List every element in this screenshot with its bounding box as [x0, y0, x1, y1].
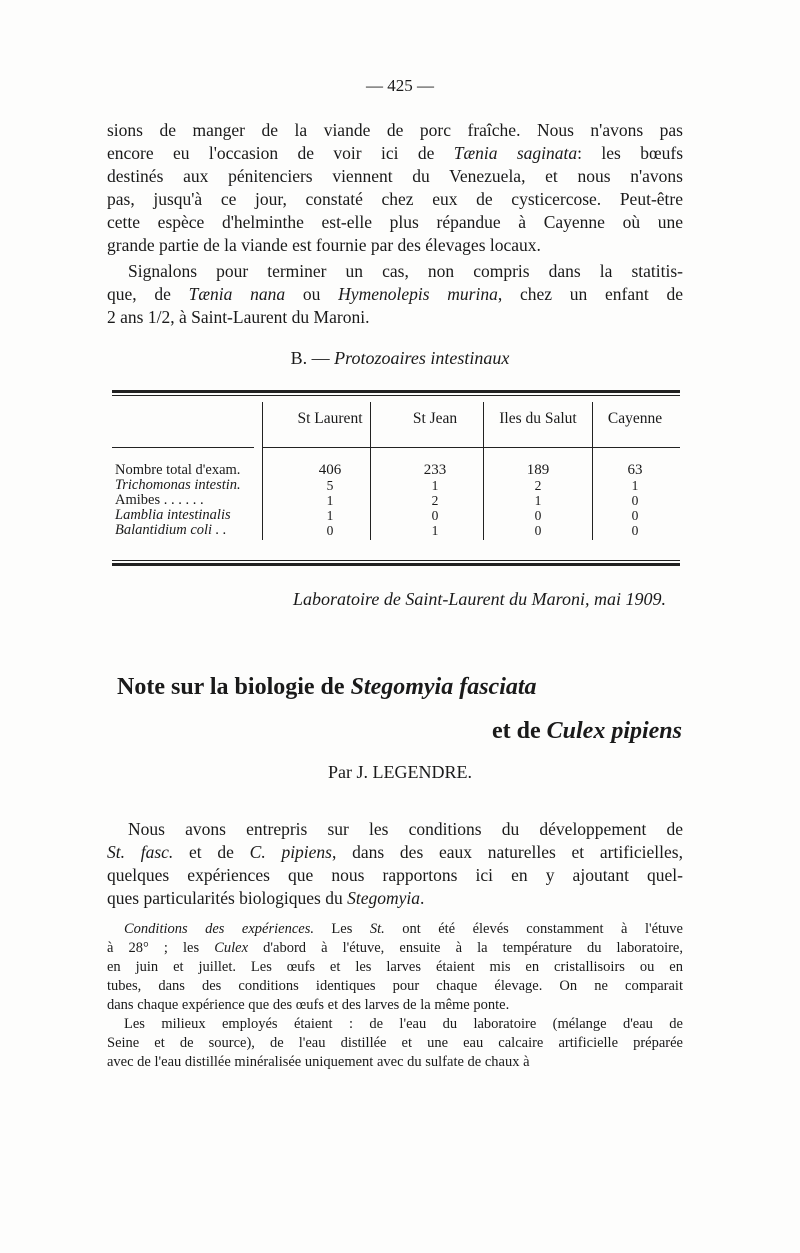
text: tubes, dans des conditions identiques pour chaque élevage. On ne comparait — [107, 978, 683, 994]
text: ou — [285, 284, 339, 304]
row-label: Balantidium coli . . — [115, 522, 227, 538]
text: encore eu l'occasion de voir ici de — [107, 143, 454, 163]
table-cell: 0 — [326, 523, 334, 538]
table-cell: 0 — [631, 508, 639, 523]
row-label: Trichomonas intestin. — [115, 477, 241, 493]
text: Nous avons entrepris sur les conditions du développement de — [128, 819, 683, 839]
text: à 28° ; les — [107, 940, 215, 956]
page-number: — 425 — — [366, 76, 434, 95]
column-header: Iles du Salut — [499, 410, 577, 427]
table-top-rule — [112, 390, 680, 393]
text: d'abord à l'étuve, ensuite à la température du laboratoire, — [248, 940, 683, 956]
text-line — [107, 1034, 683, 1052]
table-cell: 1 — [326, 508, 334, 523]
text-line — [107, 119, 683, 141]
italic-text: Stegomyia — [347, 888, 420, 908]
article-title-line2 — [492, 718, 682, 745]
column-header: Cayenne — [607, 410, 663, 427]
text: Les milieux employés étaient : de l'eau du laboratoire (mélange d'eau de — [124, 1016, 683, 1032]
table-cell: 0 — [631, 523, 639, 538]
text: ques particularités biologiques du — [107, 888, 348, 908]
table-cell: 1 — [534, 493, 542, 508]
text: dans chaque expérience que des œufs et des larves de la même ponte. — [107, 997, 510, 1013]
text-line — [107, 939, 683, 957]
text: sions de manger de la viande de porc fraîche. Nous n'avons pas — [107, 120, 683, 140]
text: avec de l'eau distillée minéralisée uniquement avec du sulfate de chaux à — [107, 1054, 530, 1070]
table-cell: 0 — [431, 508, 439, 523]
table-cell: 0 — [631, 493, 639, 508]
italic-text: Tænia nana — [188, 284, 286, 304]
section-title: Protozoaires intestinaux — [334, 348, 510, 368]
text: 2 ans 1/2, à Saint-Laurent du Maroni. — [107, 307, 370, 327]
table-cell: 0 — [534, 508, 542, 523]
row-label: Amibes . . . . . . — [115, 492, 204, 508]
table-cell: 1 — [431, 478, 439, 493]
table-cell: 0 — [534, 523, 542, 538]
table-bottom-rule — [112, 563, 680, 566]
text: grande partie de la viande est fournie par des élevages locaux. — [107, 235, 541, 255]
row-label: Lamblia intestinalis — [115, 507, 231, 523]
text-line — [107, 211, 683, 233]
italic-text: C. pipiens — [249, 842, 332, 862]
article-title-line1 — [117, 674, 537, 701]
section-heading — [0, 348, 800, 369]
text: : les bœufs — [577, 143, 683, 163]
table-cell: 5 — [326, 478, 334, 493]
table-bottom-rule-thin — [112, 560, 680, 561]
table-cell: 63 — [627, 462, 643, 478]
header-underline — [262, 447, 680, 448]
italic-text: Culex pipiens — [546, 718, 682, 744]
text-line — [124, 920, 683, 938]
table-cell: 1 — [431, 523, 439, 538]
text-line — [107, 306, 683, 328]
text-line — [107, 234, 683, 256]
text: cette espèce d'helminthe est-elle plus répandue à Cayenne où une — [107, 212, 683, 232]
column-header: St Jean — [412, 410, 458, 427]
text-line — [128, 818, 683, 840]
italic-text: Tænia saginata — [453, 143, 578, 163]
italic-text: St. — [369, 921, 385, 937]
italic-text: Hymenolepis murina — [338, 284, 498, 304]
table-cell: 189 — [526, 462, 550, 478]
text-line — [107, 165, 683, 187]
text-line — [107, 188, 683, 210]
text: destinés aux pénitenciers viennent du Venezuela, et nous n'avons — [107, 166, 683, 186]
text-line — [107, 1053, 683, 1071]
italic-text: St. fasc. — [107, 842, 174, 862]
text: que, de — [107, 284, 189, 304]
text-line — [107, 283, 683, 305]
text-line — [107, 864, 683, 886]
text: Seine et de source), de l'eau distillée et une eau calcaire artificielle préparée — [107, 1035, 683, 1051]
text: ont été élevés constamment à l'étuve — [384, 921, 683, 937]
text: Signalons pour terminer un cas, non compris dans la statitis- — [128, 261, 683, 281]
text-line — [128, 260, 683, 282]
table-cell: 1 — [326, 493, 334, 508]
text: Les — [313, 921, 370, 937]
text: Note sur la biologie de — [117, 674, 351, 700]
text-line — [107, 142, 683, 164]
table-cell: 2 — [534, 478, 542, 493]
table-cell: 233 — [423, 462, 447, 478]
table-top-rule-thin — [112, 395, 680, 396]
text-line — [107, 977, 683, 995]
column-header: St Laurent — [297, 410, 363, 427]
byline: Par J. LEGENDRE. — [328, 762, 472, 782]
text-line — [107, 887, 683, 909]
text: pas, jusqu'à ce jour, constaté chez eux de cysticercose. Peut-être — [107, 189, 683, 209]
header-underline — [112, 447, 254, 448]
text-line — [124, 1015, 683, 1033]
table-caption: Laboratoire de Saint-Laurent du Maroni, mai 1909. — [293, 589, 666, 609]
text: , chez un enfant de — [497, 284, 683, 304]
column-divider — [262, 402, 263, 540]
text: quelques expériences que nous rapportons ici en y ajoutant quel- — [107, 865, 683, 885]
table-cell: 2 — [431, 493, 439, 508]
text: et de — [173, 842, 250, 862]
text: en juin et juillet. Les œufs et les larves étaient mis en cristallisoirs ou en — [107, 959, 683, 975]
text: , dans des eaux naturelles et artificielles, — [332, 842, 683, 862]
text: . — [420, 888, 425, 908]
italic-text: Conditions des expériences. — [124, 921, 314, 937]
text: et de — [491, 718, 547, 744]
italic-text: Culex — [214, 940, 249, 956]
table-cell: 1 — [631, 478, 639, 493]
text-line — [107, 958, 683, 976]
text-line — [107, 996, 683, 1014]
row-label: Nombre total d'exam. — [115, 462, 241, 478]
section-prefix: B. — — [290, 348, 335, 368]
text-line — [107, 841, 683, 863]
table-cell: 406 — [318, 462, 342, 478]
italic-text: Stegomyia fasciata — [350, 674, 537, 700]
